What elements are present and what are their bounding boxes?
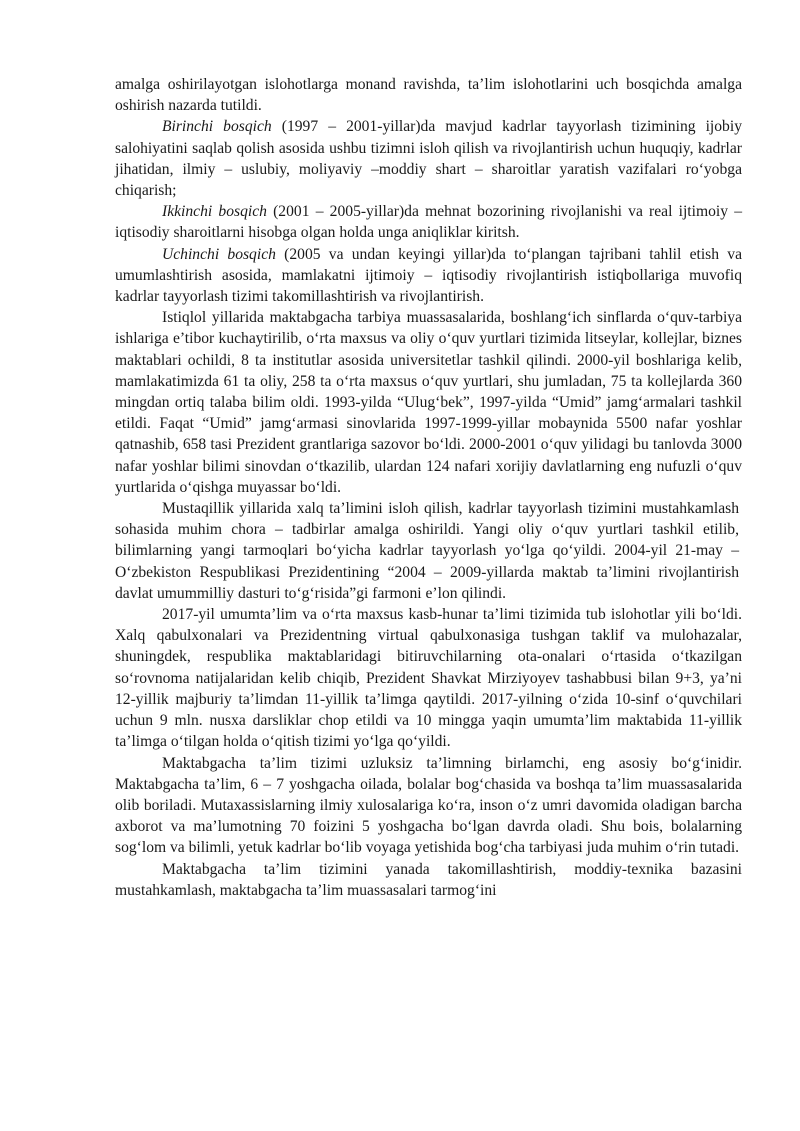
- paragraph-8: Maktabgacha ta’lim tizimi uzluksiz ta’limning birlamchi, eng asosiy bo‘g‘inidir. Maktabgacha ta’lim, 6 – 7 yoshgacha oilada, bolalar bog‘chasida va boshqa ta’lim muassasalarida olib boriladi. Mutaxassislarning ilmiy xulosalariga ko‘ra, inson o‘z umri davomida oladigan barcha axborot va ma’lumotning 70 foizini 5 yoshgacha bo‘lgan davrda oladi. Shu bois, bolalarning sog‘lom va bilimli, yetuk kadrlar bo‘lib voyaga yetishida bog‘cha tarbiyasi juda muhim o‘rin tutadi.: [115, 754, 742, 857]
- paragraph-4-lead: Uchinchi bosqich: [162, 245, 276, 263]
- paragraph-2: Birinchi bosqich (1997 – 2001-yillar)da mavjud kadrlar tayyorlash tizimining ijobiy salohiyatini saqlab qolish asosida ushbu tizimni isloh qilish va rivojlantirish uchun huquqiy, kadrlar jihatidan, ilmiy – uslubiy, moliyaviy –moddiy shart – sharoitlar yaratish vazifalari ro‘yobga chiqarish;: [115, 118, 742, 200]
- paragraph-7: 2017-yil umumta’lim va o‘rta maxsus kasb-hunar ta’limi tizimida tub islohotlar yili bo‘ldi. Xalq qabulxonalari va Prezidentning virtual qabulxonasiga tushgan taklif va mulohazalar, shuningdek, respublika maktablaridagi bitiruvchilarning ota-onalari o‘rtasida o‘tkazilgan so‘rovnoma natijalaridan kelib chiqib, Prezident Shavkat Mirziyoyev tashabbusi bilan 9+3, ya’ni 12-yillik majburiy ta’limdan 11-yillik ta’limga qaytildi. 2017-yilning o‘zida 10-sinf o‘quvchilari uchun 9 mln. nusxa darsliklar chop etildi va 10 mingga yaqin umumta’lim maktabida 11-yillik ta’limga o‘tilgan holda o‘qitish tizimi yo‘lga qo‘yildi.: [115, 606, 742, 751]
- paragraph-6: Mustaqillik yillarida xalq ta’limini isloh qilish, kadrlar tayyorlash tizimini mustahkamlash sohasida muhim chora – tadbirlar amalga oshirildi. Yangi oliy o‘quv yurtlari tashkil etilib, bilimlarning yangi tarmoqlari bo‘yicha kadrlar tayyorlash yo‘lga qo‘yildi. 2004-yil 21-may – O‘zbekiston Respublikasi Prezidentining “2004 – 2009-yillarda maktab ta’limini rivojlantirish davlat umummilliy dasturi to‘g‘risida”gi farmoni e’lon qilindi.: [115, 500, 739, 602]
- paragraph-2-lead: Birinchi bosqich: [162, 118, 272, 136]
- paragraph-3: Ikkinchi bosqich (2001 – 2005-yillar)da mehnat bozorining rivojlanishi va real ijtimoiy – iqtisodiy sharoitlarni hisobga olgan holda unga aniqliklar kiritsh.: [115, 203, 742, 242]
- paragraph-1: amalga oshirilayotgan islohotlarga monand ravishda, ta’lim islohotlarini uch bosqichda amalga oshirish nazarda tutildi.: [115, 76, 742, 115]
- paragraph-4: Uchinchi bosqich (2005 va undan keyingi yillar)da to‘plangan tajribani tahlil etish va umumlashtirish asosida, mamlakatni ijtimoiy – iqtisodiy rivojlantirish istiqbollariga muvofiq kadrlar tayyorlash tizimi takomillashtirish va rivojlantirish.: [115, 245, 742, 306]
- paragraph-5: Istiqlol yillarida maktabgacha tarbiya muassasalarida, boshlang‘ich sinflarda o‘quv-tarbiya ishlariga e’tibor kuchaytirilib, o‘rta maxsus va oliy o‘quv yurtlari tizimida litseylar, kollejlar, biznes maktablari ochildi, 8 ta institutlar asosida universitetlar tashkil qilindi. 2000-yil boshlariga kelib, mamlakatimizda 61 ta oliy, 258 ta o‘rta maxsus o‘quv yurtlari, shu jumladan, 75 ta kollejlarda 360 mingdan ortiq talaba bilim oldi. 1993-yilda “Ulug‘bek”, 1997-yilda “Umid” jamg‘armalari tashkil etildi. Faqat “Umid” jamg‘armasi sinovlarida 1997-1999-yillar mobaynida 5500 nafar yoshlar qatnashib, 658 tasi Prezident grantlariga sazovor bo‘ldi. 2000-2001 o‘quv yilidagi bu tanlovda 3000 nafar yoshlar bilimi sinovdan o‘tkazilib, ulardan 124 nafari xorijiy davlatlarning eng nufuzli o‘quv yurtlarida o‘qishga muyassar bo‘ldi.: [115, 309, 742, 496]
- paragraph-3-lead: Ikkinchi bosqich: [162, 203, 267, 221]
- paragraph-9: Maktabgacha ta’lim tizimini yanada takomillashtirish, moddiy-texnika bazasini mustahkamlash, maktabgacha ta’lim muassasalari tarmog‘ini: [115, 860, 742, 899]
- document-page: [115, 74, 742, 901]
